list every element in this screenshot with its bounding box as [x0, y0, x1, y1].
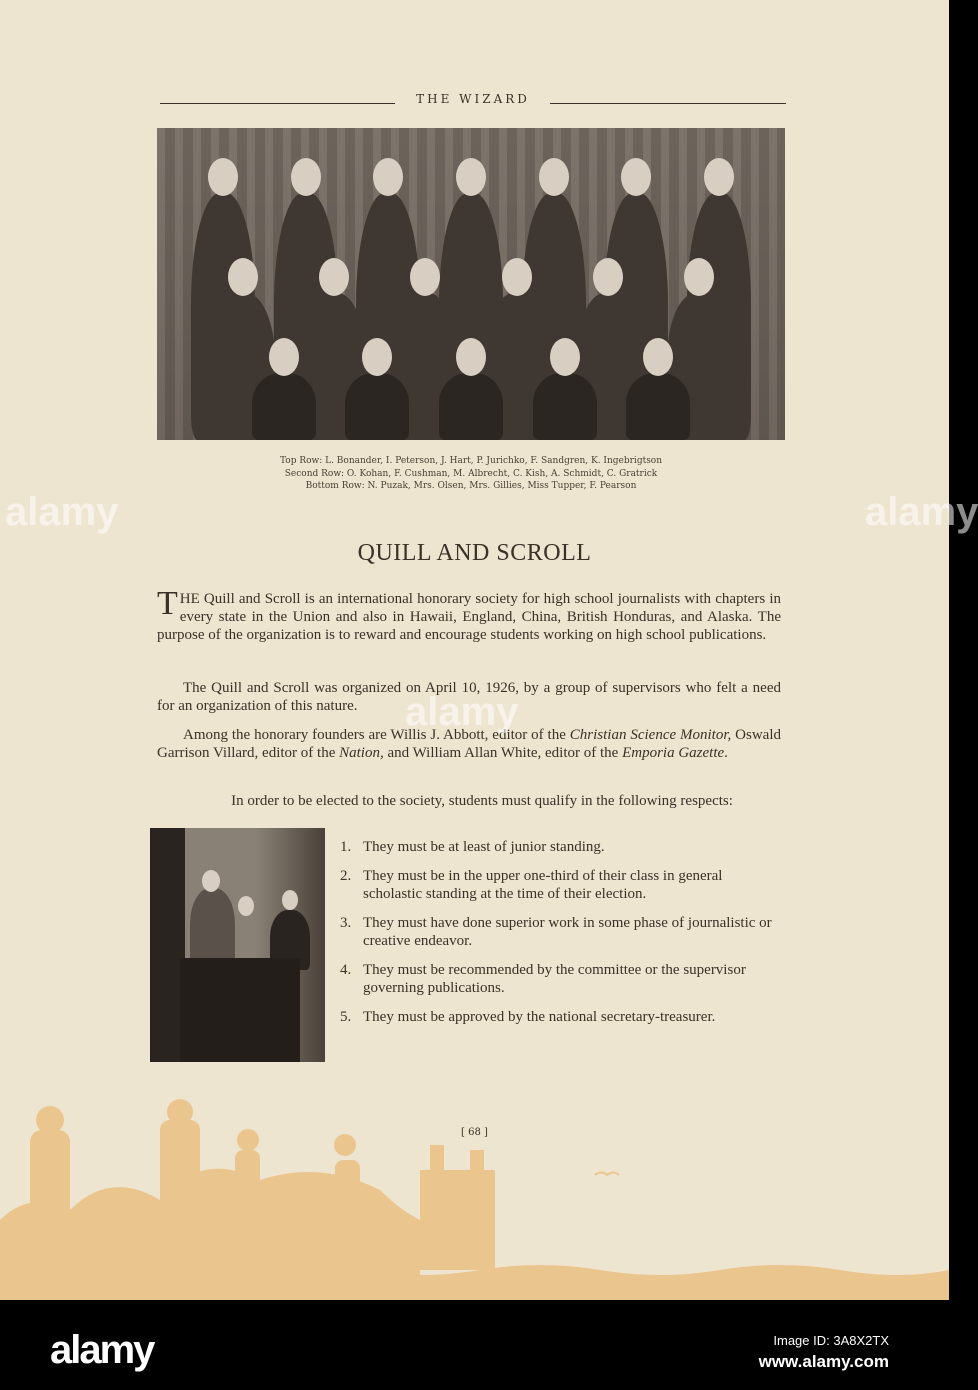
watermark-logo-center: alamy	[405, 690, 519, 734]
person-head	[228, 258, 258, 296]
person-head	[704, 158, 734, 196]
person-silhouette	[439, 373, 503, 440]
running-header	[160, 92, 786, 108]
p3-text: Oswald Garrison Villard, editor of the	[157, 727, 781, 761]
p3-italic: Emporia Gazette	[622, 745, 725, 761]
watermark-logo-right: alamy	[865, 490, 978, 534]
item-text: They must have done superior work in some phase of journalistic or creative endeavor.	[363, 915, 772, 949]
person-head	[456, 158, 486, 196]
person-head	[456, 338, 486, 376]
person-head	[621, 158, 651, 196]
watermark-footer	[0, 1300, 949, 1390]
requirement-item	[340, 867, 780, 903]
item-text: They must be approved by the national secretary-treasurer.	[363, 1009, 716, 1025]
requirement-item	[340, 961, 780, 997]
item-number: 5.	[340, 1009, 352, 1025]
item-number: 2.	[340, 868, 352, 884]
paragraph-2: The Quill and Scroll was organized on April 10, 1926, by a group of supervisors who felt a need for an organization of this nature.	[157, 680, 781, 714]
item-number: 1.	[340, 839, 352, 855]
photo-caption	[157, 455, 785, 493]
requirement-item	[340, 914, 780, 950]
item-number: 3.	[340, 915, 352, 931]
person-head	[539, 158, 569, 196]
image-id: Image ID: 3A8X2TX	[773, 1333, 889, 1348]
paragraph-1-text: HE Quill and Scroll is an international honorary society for high school journalists with chapters in every state in the Union and also in Hawaii, England, China, British Honduras, and Alaska. The purpose of the organization is to reward and encourage students working on high school publications.	[157, 591, 781, 643]
p3-italic: Christian Science Monitor,	[569, 727, 732, 743]
person-head	[319, 258, 349, 296]
caption-top-row: Top Row: L. Bonander, I. Peterson, J. Hart, P. Jurichko, F. Sandgren, K. Ingebrigtson	[279, 456, 663, 466]
person-head	[593, 258, 623, 296]
person-silhouette	[345, 373, 409, 440]
person-head	[502, 258, 532, 296]
p3-italic: Nation,	[339, 745, 384, 761]
p3-text: .	[724, 745, 728, 761]
page-number: [ 68 ]	[461, 1127, 488, 1138]
watermark-logo-left: alamy	[5, 490, 119, 534]
article-title: QUILL AND SCROLL	[357, 540, 592, 566]
group-photo	[157, 128, 785, 440]
p3-text: and William Allan White, editor of the	[383, 745, 623, 761]
caption-second-row: Second Row: O. Kohan, F. Cushman, M. Albrecht, C. Kish, A. Schmidt, C. Gratrick	[284, 468, 658, 479]
person-silhouette	[626, 373, 690, 440]
item-text: They must be at least of junior standing.	[363, 839, 605, 855]
person-head	[269, 338, 299, 376]
running-title: THE WIZARD	[416, 92, 530, 106]
p3-text: Among the honorary founders are Willis J. Abbott, editor of the	[183, 727, 570, 743]
members-photo	[150, 828, 325, 1062]
person-head	[643, 338, 673, 376]
caption-bottom-row: Bottom Row: N. Puzak, Mrs. Olsen, Mrs. Gillies, Miss Tupper, F. Pearson	[305, 481, 637, 491]
requirements-list	[340, 838, 780, 1037]
person-silhouette	[252, 373, 316, 440]
person-head	[291, 158, 321, 196]
person-head	[550, 338, 580, 376]
drop-cap: T	[157, 585, 178, 622]
requirement-item	[340, 838, 780, 856]
decorative-border-illustration	[0, 1090, 949, 1300]
paragraph-1	[157, 585, 781, 644]
item-text: They must be in the upper one-third of their class in general scholastic standing at the time of their election.	[363, 868, 723, 902]
item-text: They must be recommended by the committee or the supervisor governing publications.	[363, 962, 746, 996]
person-silhouette	[533, 373, 597, 440]
alamy-logo: alamy	[50, 1328, 154, 1372]
watermark-url: www.alamy.com	[758, 1352, 889, 1371]
paragraph-4: In order to be elected to the society, students must qualify in the following respects:	[231, 793, 733, 809]
item-number: 4.	[340, 962, 352, 978]
requirement-item	[340, 1008, 780, 1026]
